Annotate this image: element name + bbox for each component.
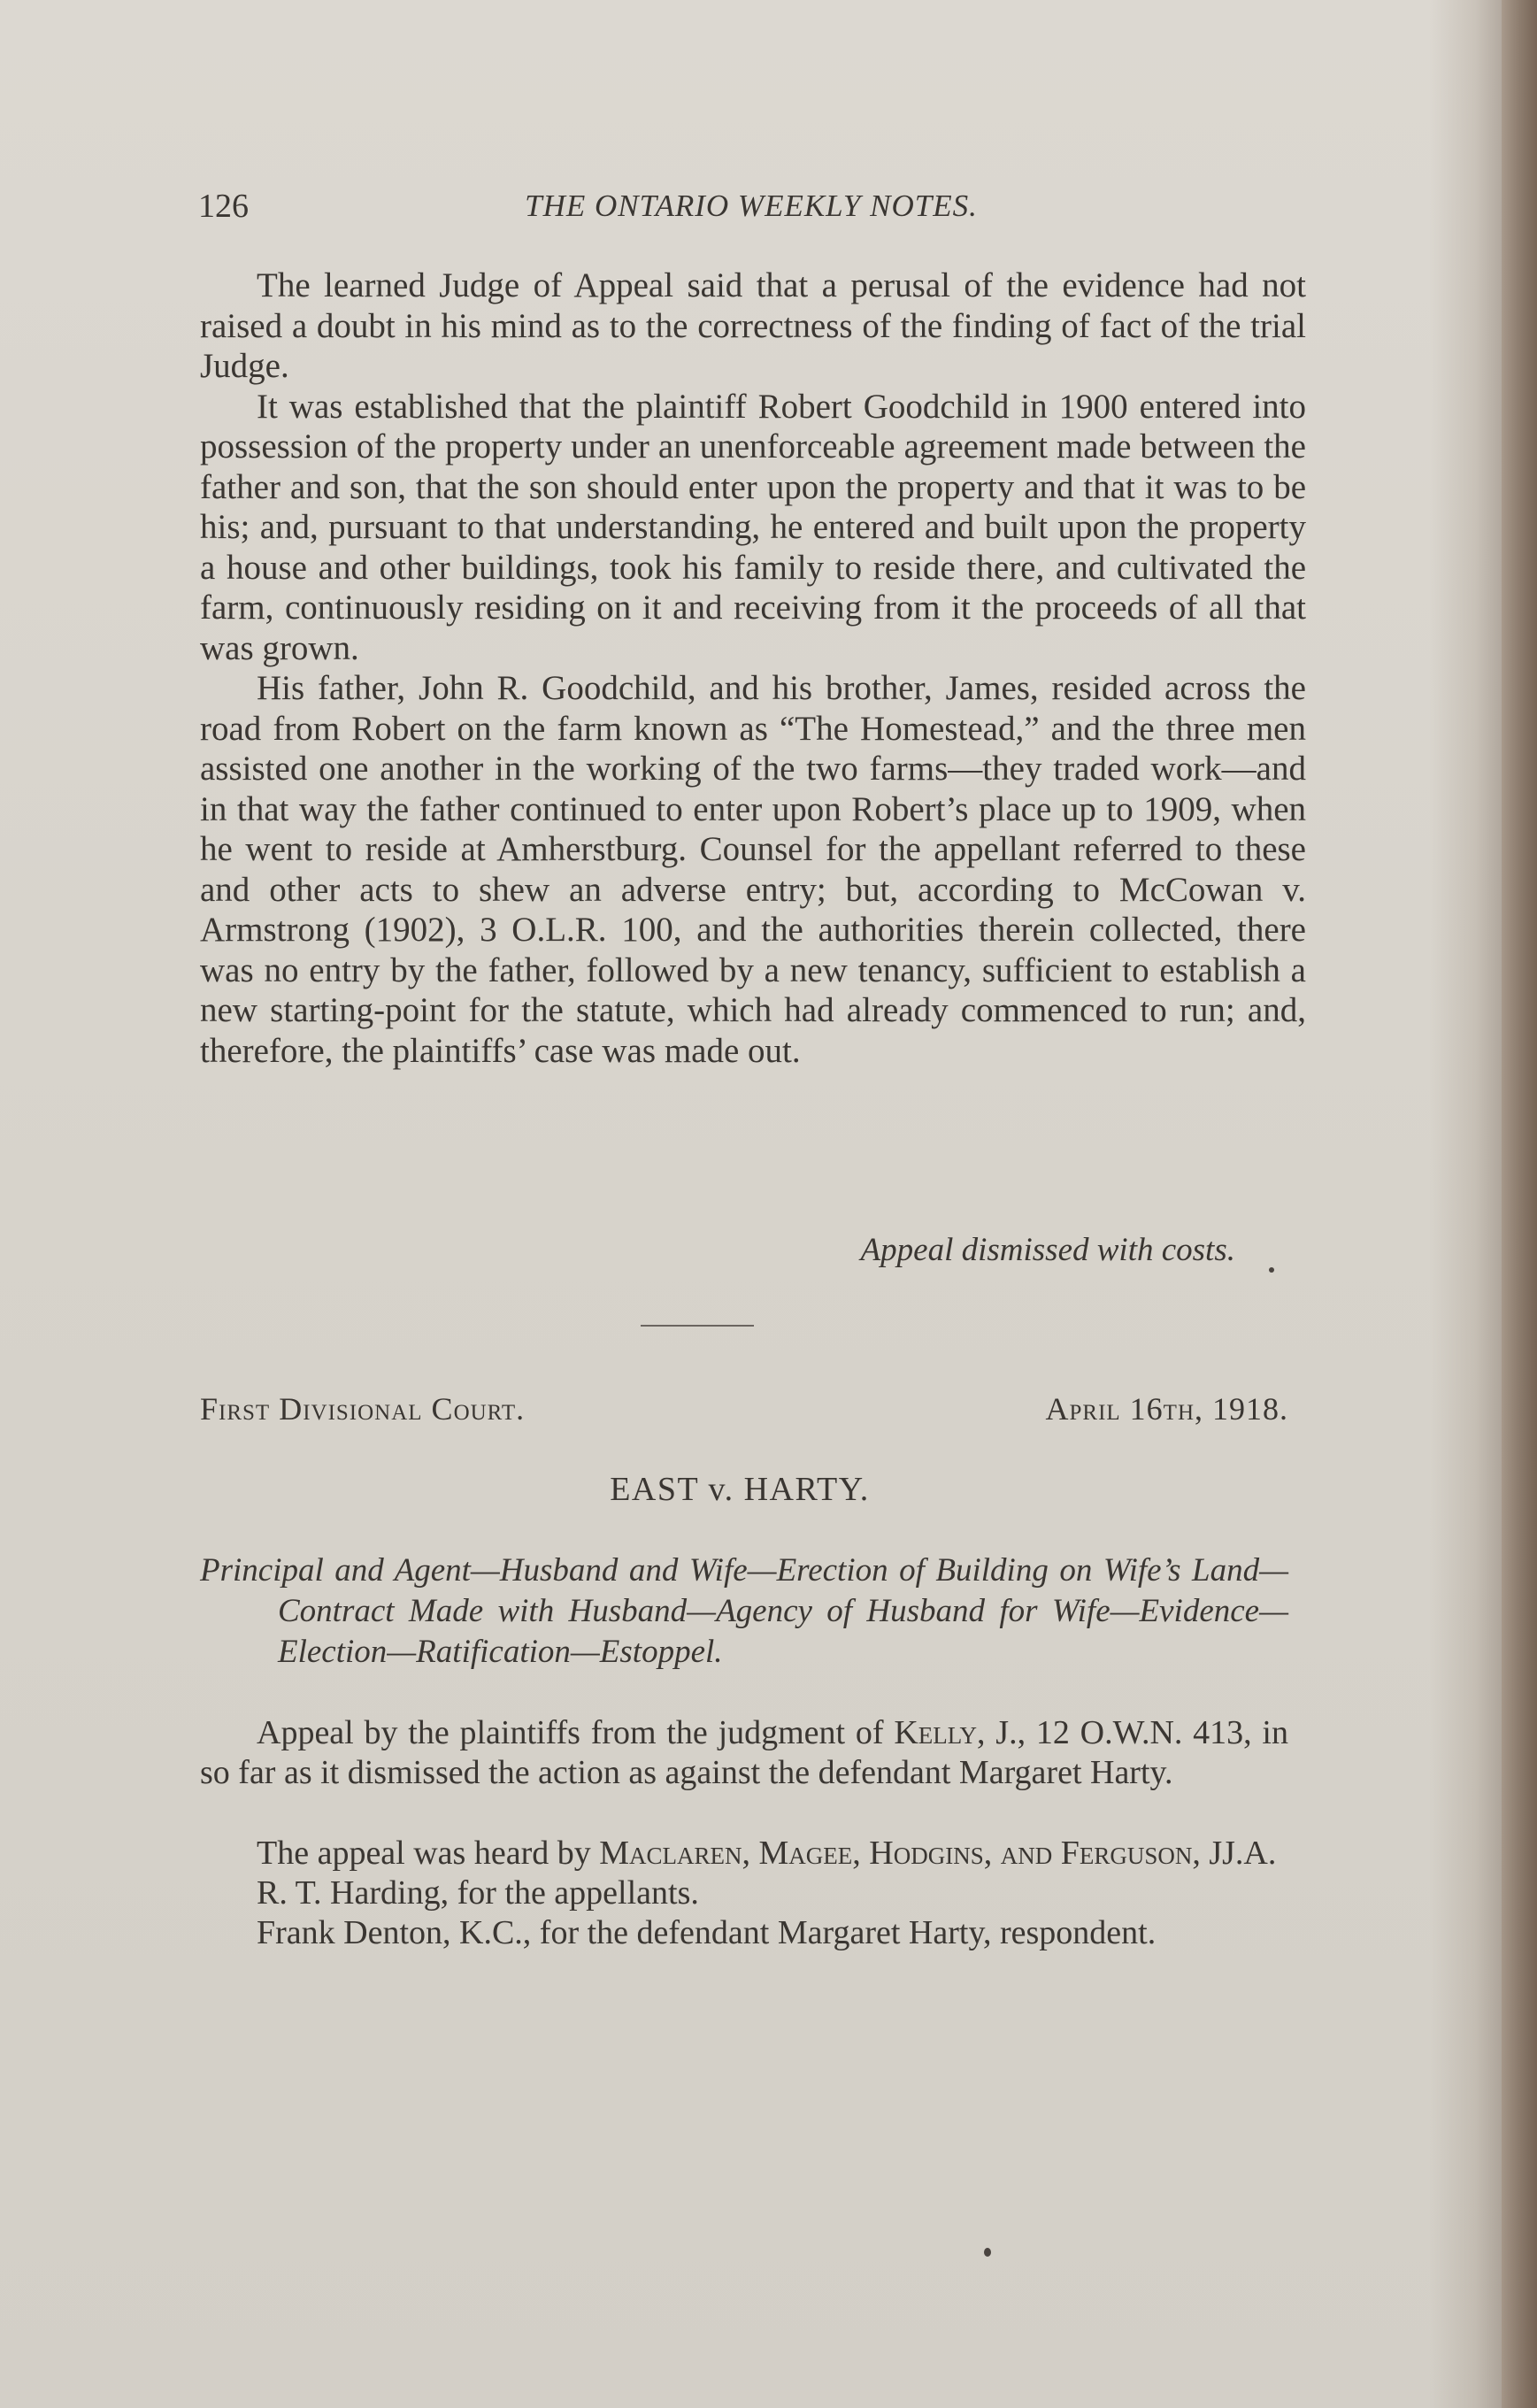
ink-speck bbox=[1269, 1267, 1274, 1273]
headnote: Principal and Agent—Husband and Wife—Erection of Building on Wife’s Land—Contract Made with Husband—Agency of Husband for Wife—Evidence—Election—Ratification—Estoppel. bbox=[200, 1552, 1288, 1670]
page-header bbox=[198, 184, 1304, 228]
paragraph-gap bbox=[200, 1793, 1288, 1834]
decision-date: April 16th, 1918. bbox=[1045, 1391, 1288, 1427]
heard-by-paragraph bbox=[200, 1834, 1288, 1873]
paragraph-2: It was established that the plaintiff Robert Goodchild in 1900 entered into possession of the property under an unenforceable agreement made between the father and son, that the son should enter upon the property and that it was to be his; and, pursuant to that understanding, he entered and built upon the property a house and other buildings, took his family to reside there, and cultivated the farm, continuously residing on it and receiving from it the proceeds of all that was grown. bbox=[200, 387, 1306, 667]
page-number: 126 bbox=[198, 188, 249, 225]
court-name: First Divisional Court. bbox=[200, 1391, 526, 1427]
disposition: Appeal dismissed with costs. bbox=[860, 1232, 1235, 1268]
running-title: THE ONTARIO WEEKLY NOTES. bbox=[525, 188, 978, 223]
section-divider bbox=[641, 1325, 754, 1327]
appeal-judges: Maclaren, Magee, Hodgins, and Ferguson, JJ.A. bbox=[599, 1835, 1277, 1872]
book-spine-shadow bbox=[1502, 0, 1537, 2408]
paragraph-1: The learned Judge of Appeal said that a perusal of the evidence had not raised a doubt in his mind as to the correctness of the finding of fact of the trial Judge. bbox=[200, 266, 1306, 385]
appeal-paragraph bbox=[200, 1713, 1288, 1793]
appeal-text-start: Appeal by the plaintiffs from the judgment of bbox=[257, 1714, 895, 1751]
judgment-text bbox=[200, 265, 1306, 1071]
case-details bbox=[200, 1713, 1288, 1953]
court-line bbox=[200, 1388, 1288, 1430]
counsel-appellants: R. T. Harding, for the appellants. bbox=[257, 1874, 699, 1912]
trial-judge: Kelly, J. bbox=[894, 1714, 1018, 1751]
ink-speck bbox=[984, 2248, 991, 2257]
counsel-respondent: Frank Denton, K.C., for the defendant Margaret Harty, respondent. bbox=[257, 1914, 1157, 1951]
paragraph-3: His father, John R. Goodchild, and his brother, James, resided across the road from Robert on the farm known as “The Homestead,” and the three men assisted one another in the working of the two farms—they traded work—and in that way the father continued to enter upon Robert’s place up to 1909, when he went to reside at Amherstburg. Counsel for the appellant referred to these and other acts to shew an adverse entry; but, according to McCowan v. Armstrong (1902), 3 O.L.R. 100, and the authorities therein collected, there was no entry by the father, followed by a new tenancy, sufficient to establish a new starting-point for the statute, which had already commenced to run; and, therefore, the plaintiffs’ case was made out. bbox=[200, 669, 1306, 1070]
case-title: EAST v. HARTY. bbox=[610, 1471, 870, 1508]
appeal-text-end: , 12 O.W.N. 413, in so far as it dismissed the action as against the defendant Margaret Harty. bbox=[200, 1714, 1288, 1791]
heard-by-text: The appeal was heard by bbox=[257, 1835, 600, 1872]
